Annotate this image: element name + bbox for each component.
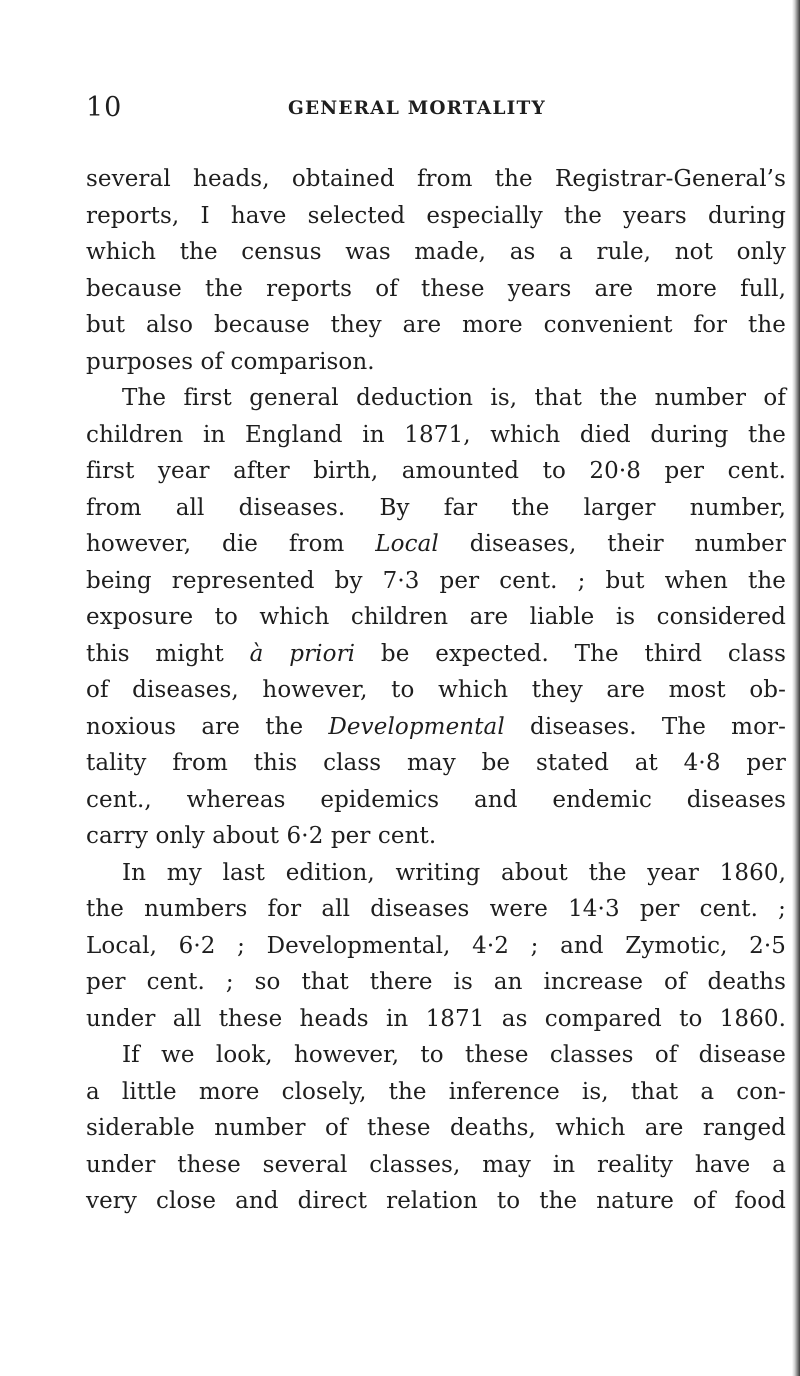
text-line (86, 1147, 786, 1184)
text-segment: being represented by 7·3 per cent. ; but when the (86, 567, 786, 594)
text-line (86, 1110, 786, 1147)
text-line (86, 271, 786, 308)
text-segment: from all diseases. By far the larger number, (86, 494, 786, 521)
text-segment: under all these heads in 1871 as compared to 1860. (86, 1005, 786, 1032)
text-line (86, 1037, 786, 1074)
text-segment: a little more closely, the inference is, that a con- (86, 1078, 786, 1105)
text-line (86, 161, 786, 198)
text-segment: this might (86, 640, 250, 667)
text-segment: however, die from (86, 531, 376, 557)
italic-text: Developmental (328, 713, 505, 740)
text-line (86, 453, 786, 490)
text-segment: be expected. The third class (355, 640, 786, 667)
text-segment: reports, I have selected especially the years during (86, 202, 786, 229)
text-line (86, 1074, 786, 1111)
text-line (86, 1183, 786, 1220)
text-segment: the numbers for all diseases were 14·3 per cent. ; (86, 896, 786, 922)
text-segment: The first general deduction is, that the number of (122, 385, 786, 411)
text-line (86, 526, 786, 563)
text-segment: children in England in 1871, which died during the (86, 421, 786, 448)
text-line (86, 490, 786, 527)
text-segment: which the census was made, as a rule, not only (86, 239, 786, 265)
text-segment: siderable number of these deaths, which are ranged (86, 1115, 786, 1141)
text-segment: In my last edition, writing about the year 1860, (122, 859, 786, 886)
text-line (86, 344, 786, 381)
text-line (86, 818, 786, 855)
text-segment: diseases. The mor- (504, 713, 786, 740)
text-segment: first year after birth, amounted to 20·8 per cent. (86, 458, 786, 484)
text-line (86, 599, 786, 636)
page-edge-shadow (792, 0, 800, 1376)
text-line (86, 307, 786, 344)
text-segment: very close and direct relation to the nature of food (86, 1188, 786, 1214)
text-segment: diseases, their number (438, 531, 786, 557)
text-segment: noxious are the (86, 713, 329, 740)
italic-text: Local (375, 531, 439, 557)
italic-text: à priori (249, 640, 356, 667)
text-line (86, 234, 786, 271)
running-head-title: GENERAL MORTALITY (288, 98, 546, 119)
text-line (86, 198, 786, 235)
text-line (86, 672, 786, 709)
text-line (86, 563, 786, 600)
text-segment: several heads, obtained from the Registrar-General’s (86, 166, 786, 192)
running-head (86, 92, 766, 132)
text-line (86, 1001, 786, 1038)
text-line (86, 782, 786, 819)
text-line (86, 891, 786, 928)
text-segment: carry only about 6·2 per cent. (86, 823, 437, 849)
text-segment: cent., whereas epidemics and endemic diseases (86, 786, 786, 813)
text-segment: per cent. ; so that there is an increase of deaths (86, 969, 786, 995)
text-line (86, 928, 786, 965)
text-segment: because the reports of these years are more full, (86, 275, 786, 302)
text-line (86, 417, 786, 454)
text-line (86, 855, 786, 892)
text-segment: of diseases, however, to which they are most ob- (86, 677, 786, 703)
text-line (86, 709, 786, 746)
text-segment: purposes of comparison. (86, 348, 375, 375)
text-segment: under these several classes, may in reality have a (86, 1151, 786, 1178)
text-line (86, 380, 786, 417)
text-line (86, 636, 786, 673)
text-segment: exposure to which children are liable is considered (86, 604, 786, 630)
text-segment: Local, 6·2 ; Developmental, 4·2 ; and Zymotic, 2·5 (86, 932, 786, 959)
text-segment: tality from this class may be stated at 4·8 per (86, 750, 786, 776)
text-line (86, 745, 786, 782)
text-segment: but also because they are more convenient for the (86, 312, 786, 338)
text-line (86, 964, 786, 1001)
text-segment: If we look, however, to these classes of disease (122, 1042, 786, 1068)
body-text (86, 161, 786, 1220)
page-number: 10 (86, 92, 123, 123)
